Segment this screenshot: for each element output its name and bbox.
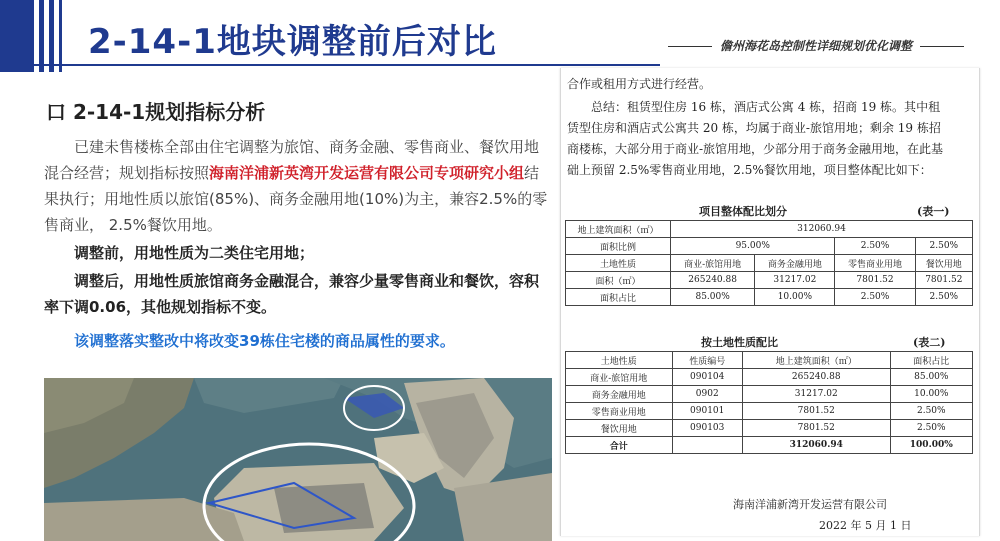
table-cell: 7801.52 [835, 272, 915, 289]
table-cell: 85.00% [671, 289, 755, 306]
table-header-cell: 土地性质 [566, 352, 673, 369]
table-row [566, 369, 973, 386]
table-land-use-ratio [565, 351, 973, 454]
table-cell: 2.50% [835, 238, 915, 255]
paragraph-1-text: 已建未售楼栋全部由住宅调整为旅馆、商务金融、零售商业、餐饮用地混合经营；规划指标按照 [44, 138, 540, 182]
header-divider [0, 64, 660, 66]
table-cell: 312060.94 [671, 221, 973, 238]
table-cell: 7801.52 [742, 403, 890, 420]
table-cell: 面积占比 [566, 289, 671, 306]
table-cell: 商业-旅馆用地 [566, 369, 673, 386]
paragraph-1-tail: 结果执行；用地性质以旅馆(85%)、商务金融用地(10%)为主，兼容2.5%的零售商业， 2.5%餐饮用地。 [44, 164, 548, 234]
table-cell [672, 437, 742, 454]
doc-summary: 总结：租赁型住房 16 栋，酒店式公寓 4 栋，招商 19 栋。其中租赁型住房和酒店式公寓共 20 栋，均属于商业-旅馆用地；剩余 19 栋招商楼栋，大部分用于商业-旅馆用地，少部分用于商务金融用地，在此基础上预留 2.5%零售商业用地，2.5%餐饮用地，项目整体配比如下： [567, 100, 944, 177]
satellite-map-drawing [44, 378, 552, 541]
table-cell: 面积（㎡） [566, 272, 671, 289]
section-title: 口 2-14-1规划指标分析 [46, 100, 266, 124]
table-overall-ratio [565, 220, 973, 306]
table-cell: 2.50% [890, 403, 972, 420]
table-cell: 265240.88 [671, 272, 755, 289]
table-cell: 零售商业用地 [835, 255, 915, 272]
table-cell: 餐饮用地 [566, 420, 673, 437]
document-date: 2022 年 5 月 1 日 [819, 519, 912, 532]
table-cell: 31217.02 [742, 386, 890, 403]
paragraph-3: 调整后，用地性质旅馆商务金融混合，兼容少量零售商业和餐饮，容积率下调0.06，其他规划指标不变。 [44, 272, 540, 316]
table-row [566, 386, 973, 403]
table-cell: 090104 [672, 369, 742, 386]
table-cell: 土地性质 [566, 255, 671, 272]
scanned-document [560, 68, 980, 536]
table-cell: 商务金融用地 [755, 255, 835, 272]
doc-line-0: 合作或租用方式进行经营。 [567, 77, 712, 91]
table-cell: 商务金融用地 [566, 386, 673, 403]
table-cell: 0902 [672, 386, 742, 403]
table-cell: 商业-旅馆用地 [671, 255, 755, 272]
table1-title: 项目整体配比划分 [699, 205, 787, 218]
table-header-row [566, 352, 973, 369]
table-cell: 餐饮用地 [915, 255, 972, 272]
table-cell: 2.50% [915, 289, 972, 306]
satellite-map-image [44, 378, 552, 541]
table-row [566, 238, 973, 255]
table1-number: (表一) [917, 205, 950, 218]
header-subtitle [660, 37, 972, 54]
table-cell: 面积比例 [566, 238, 671, 255]
paragraph-2: 调整前，用地性质为二类住宅用地； [74, 244, 315, 262]
table-cell: 10.00% [755, 289, 835, 306]
table-cell: 265240.88 [742, 369, 890, 386]
table-cell: 合计 [566, 437, 673, 454]
table-cell: 31217.02 [755, 272, 835, 289]
table-cell: 零售商业用地 [566, 403, 673, 420]
table-total-row [566, 437, 973, 454]
table-header-cell: 性质编号 [672, 352, 742, 369]
table-cell: 090103 [672, 420, 742, 437]
table-cell: 7801.52 [742, 420, 890, 437]
table-row [566, 255, 973, 272]
table-cell: 2.50% [915, 238, 972, 255]
analysis-text [44, 134, 549, 354]
header-subtitle-text: 儋州海花岛控制性详细规划优化调整 [719, 39, 912, 53]
table-cell: 85.00% [890, 369, 972, 386]
table-cell: 95.00% [671, 238, 835, 255]
table-row [566, 221, 973, 238]
table-row [566, 272, 973, 289]
paragraph-1-highlight: 海南洋浦新英湾开发运营有限公司专项研究小组 [209, 164, 525, 182]
table-row [566, 403, 973, 420]
table-row [566, 289, 973, 306]
table-cell: 100.00% [890, 437, 972, 454]
table-cell: 10.00% [890, 386, 972, 403]
table-cell: 312060.94 [742, 437, 890, 454]
header-accent-bar [0, 0, 62, 72]
table-cell: 090101 [672, 403, 742, 420]
table-header-cell: 地上建筑面积（㎡） [742, 352, 890, 369]
table2-title: 按土地性质配比 [701, 336, 778, 349]
company-signature: 海南洋浦新湾开发运营有限公司 [733, 498, 887, 511]
table-cell: 7801.52 [915, 272, 972, 289]
page-title: 2-14-1地块调整前后对比 [88, 22, 497, 62]
paragraph-1 [44, 134, 549, 238]
table-cell: 2.50% [835, 289, 915, 306]
table2-number: (表二) [913, 336, 946, 349]
paragraph-4: 该调整落实整改中将改变39栋住宅楼的商品属性的要求。 [74, 332, 455, 350]
table-cell: 2.50% [890, 420, 972, 437]
table-cell: 地上建筑面积（㎡） [566, 221, 671, 238]
table-header-cell: 面积占比 [890, 352, 972, 369]
table-row [566, 420, 973, 437]
